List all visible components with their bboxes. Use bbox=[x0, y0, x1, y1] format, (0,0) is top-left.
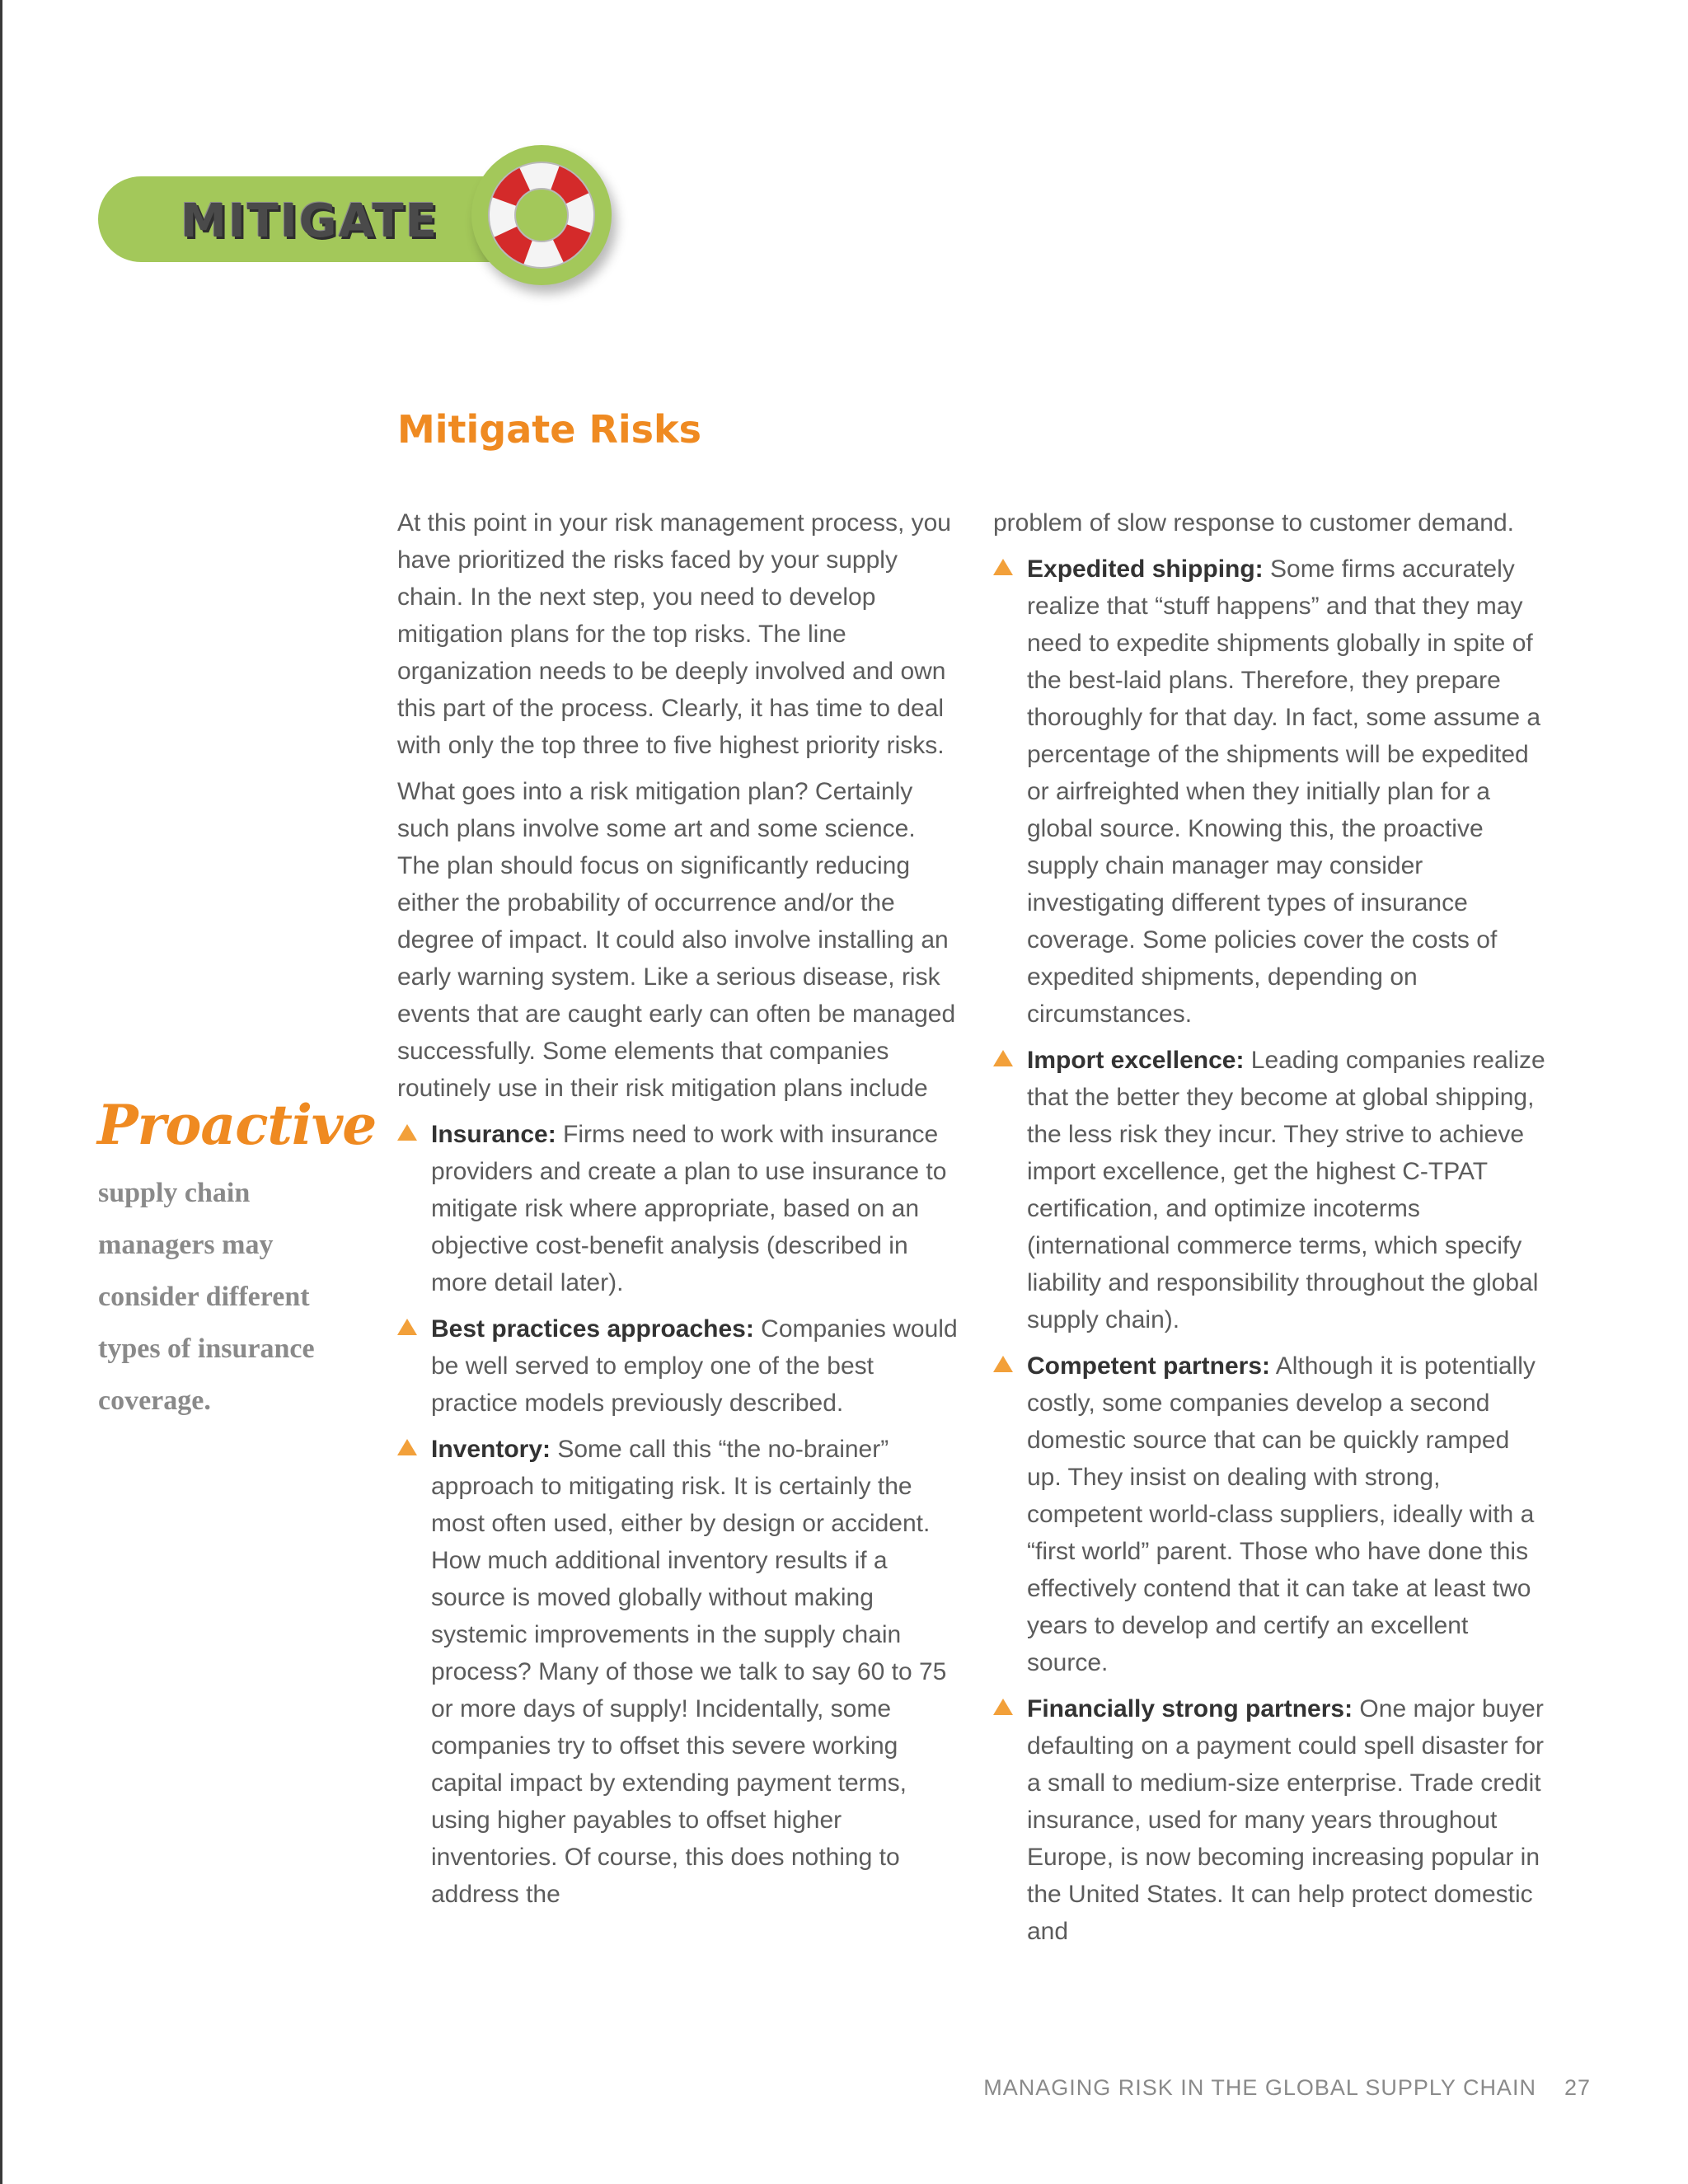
triangle-bullet-icon bbox=[993, 559, 1013, 575]
list-item bbox=[397, 1116, 958, 1301]
list-item bbox=[993, 1690, 1545, 1950]
list-item bbox=[397, 1310, 958, 1422]
bullet-term: Best practices approaches: bbox=[431, 1315, 754, 1343]
lifesaver-badge bbox=[471, 145, 612, 285]
continued-text: problem of slow response to customer demand. bbox=[993, 509, 1514, 537]
banner-label: MITIGATE bbox=[181, 194, 439, 248]
bullet-term: Inventory: bbox=[431, 1436, 551, 1463]
right-column bbox=[993, 504, 1545, 1959]
bullet-text: Some call this “the no-brainer” approach to mitigating risk. It is certainly the most often used, either by design or accident. How much additional inventory results if a source is moved globally without making systemic improvements in the supply chain process? Many of those we talk to say 60 to 75 or more days of supply! Incidentally, some companies try to offset this severe working capital impact by extending payment terms, using higher payables to offset higher inventories. Of course, this does nothing to address the bbox=[431, 1436, 947, 1908]
page-edge bbox=[0, 0, 2, 2184]
bullet-term: Competent partners: bbox=[1027, 1352, 1271, 1380]
pull-quote-body: supply chain managers may consider different types of insurance coverage. bbox=[98, 1178, 315, 1416]
bullet-term: Financially strong partners: bbox=[1027, 1695, 1353, 1722]
pull-quote-title: Proactive bbox=[97, 1093, 377, 1157]
lifesaver-icon bbox=[483, 157, 600, 274]
body-paragraph: At this point in your risk management process, you have prioritized the risks faced by your supply chain. In the next step, you need to develop mitigation plans for the top risks. The line organization needs to be deeply involved and own this part of the process. Clearly, it has time to deal with only the top three to five highest priority risks. bbox=[397, 509, 951, 759]
running-title: MANAGING RISK IN THE GLOBAL SUPPLY CHAIN bbox=[983, 2075, 1536, 2100]
triangle-bullet-icon bbox=[397, 1124, 417, 1141]
bullet-text: One major buyer defaulting on a payment could spell disaster for a small to medium-size enterprise. Trade credit insurance, used for many years throughout Europe, is now becoming increasing popular in the United States. It can help protect domestic and bbox=[1027, 1695, 1545, 1945]
list-item bbox=[993, 1347, 1545, 1681]
bullet-term: Expedited shipping: bbox=[1027, 555, 1264, 583]
left-column bbox=[397, 504, 958, 1922]
triangle-bullet-icon bbox=[993, 1050, 1013, 1066]
list-item bbox=[397, 1431, 958, 1913]
page-footer bbox=[907, 2075, 1591, 2101]
bullet-text: Although it is potentially costly, some companies develop a second domestic source that can be quickly ramped up. They insist on dealing with strong, competent world-class suppliers, ideally with a “first world” parent. Those who have done this effectively contend that it can take at least two years to develop and certify an excellent source. bbox=[1027, 1352, 1536, 1676]
list-item bbox=[993, 1042, 1545, 1338]
body-paragraph: What goes into a risk mitigation plan? Certainly such plans involve some art and some science. The plan should focus on significantly reducing either the probability of occurrence and/or the degree of impact. It could also involve installing an early warning system. Like a serious disease, risk events that are caught early can often be managed successfully. Some elements that companies routinely use in their risk mitigation plans include bbox=[397, 778, 956, 1102]
bullet-text: Companies would be well served to employ one of the best practice models previously described. bbox=[431, 1315, 958, 1417]
bullet-text: Firms need to work with insurance providers and create a plan to use insurance to mitigate risk where appropriate, based on an objective cost-benefit analysis (described in more detail later). bbox=[431, 1121, 947, 1296]
bullet-text: Some firms accurately realize that “stuff happens” and that they may need to expedite shipments globally in spite of the best-laid plans. Therefore, they prepare thoroughly for that day. In fact, some assume a percentage of the shipments will be expedited or airfreighted when they initially plan for a global source. Knowing this, the proactive supply chain manager may consider investigating different types of insurance coverage. Some policies cover the costs of expedited shipments, depending on circumstances. bbox=[1027, 555, 1541, 1028]
triangle-bullet-icon bbox=[397, 1319, 417, 1335]
list-item bbox=[993, 551, 1545, 1033]
triangle-bullet-icon bbox=[993, 1356, 1013, 1372]
triangle-bullet-icon bbox=[993, 1699, 1013, 1715]
bullet-term: Import excellence: bbox=[1027, 1047, 1245, 1074]
bullet-term: Insurance: bbox=[431, 1121, 556, 1148]
page-number: 27 bbox=[1564, 2075, 1591, 2100]
section-title: Mitigate Risks bbox=[397, 407, 702, 452]
triangle-bullet-icon bbox=[397, 1439, 417, 1455]
bullet-text: Leading companies realize that the better they become at global shipping, the less risk they incur. They strive to achieve import excellence, get the highest C-TPAT certification, and optimize incoterms (international commerce terms, which specify liability and responsibility throughout the global supply chain). bbox=[1027, 1047, 1545, 1333]
